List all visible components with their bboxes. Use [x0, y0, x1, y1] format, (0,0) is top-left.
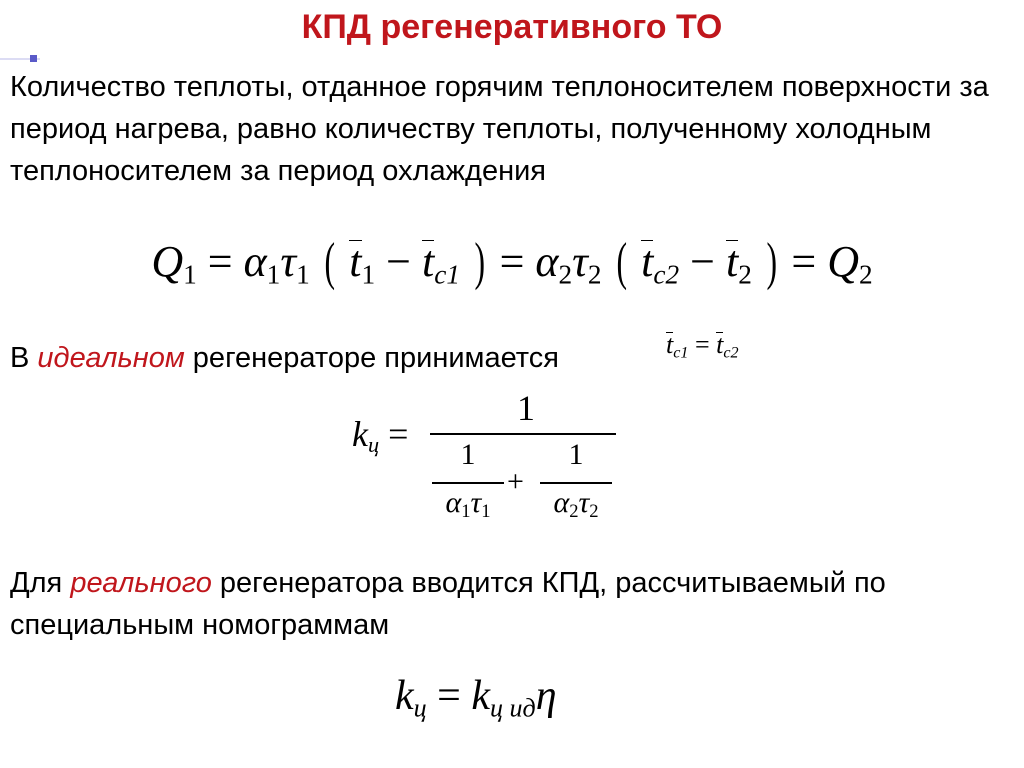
equals-sign: =: [196, 236, 244, 286]
equals-sign: =: [426, 673, 472, 719]
mean-temperature-tc1: [422, 236, 435, 286]
equals-sign: =: [780, 236, 828, 286]
symbol-tau: τ: [280, 236, 297, 286]
paragraph-real-regenerator: [10, 562, 1020, 646]
paragraph-ideal-regenerator: [10, 337, 559, 379]
equals-sign: =: [379, 414, 409, 454]
index-2: 2: [738, 259, 752, 290]
slide-corner-mark: [0, 53, 40, 63]
symbol-k: k: [352, 414, 368, 454]
index-ts: ц: [367, 432, 380, 458]
index-2: 2: [569, 501, 579, 523]
open-paren: (: [324, 233, 335, 291]
fraction-denominator: [540, 486, 612, 523]
main-numerator: 1: [517, 388, 535, 428]
paragraph3-lead: Для: [10, 567, 71, 599]
index-2: 2: [558, 259, 573, 290]
symbol-k: k: [471, 673, 491, 719]
symbol-tau: τ: [572, 236, 588, 286]
index-2: 2: [859, 259, 873, 290]
paragraph2-lead: В: [10, 342, 38, 374]
close-paren: ): [766, 233, 777, 291]
formula-lhs-k: [352, 413, 409, 458]
open-paren: (: [616, 233, 627, 291]
index-1: 1: [481, 501, 491, 523]
symbol-t: t: [725, 236, 739, 286]
corner-mark-square: [30, 55, 37, 62]
symbol-Q: Q: [151, 236, 184, 286]
index-c1: c1: [434, 259, 460, 290]
main-fraction-bar: [430, 433, 616, 435]
minus-sign: −: [375, 236, 422, 286]
index-1: 1: [296, 259, 310, 290]
index-2: 2: [587, 259, 602, 290]
index-c1: c1: [673, 344, 689, 362]
paragraph-heat-balance: Количество теплоты, отданное горячим теплоносителем поверхности за период нагрева, равно количеству теплоты, полученному холодным теплоносителем за период охлаждения: [10, 71, 989, 187]
symbol-t: t: [716, 330, 724, 359]
symbol-k: k: [395, 673, 414, 719]
index-ts-id: ц ид: [490, 693, 536, 723]
symbol-tau: τ: [470, 486, 482, 519]
index-c2: c2: [653, 259, 680, 290]
formula-ideal-condition: [666, 330, 739, 360]
index-1: 1: [183, 259, 197, 290]
formula-heat-balance: [0, 232, 1024, 292]
mean-temperature-t2: [725, 236, 739, 286]
equals-sign: =: [688, 330, 717, 359]
highlight-ideal: идеальном: [37, 342, 185, 374]
index-2: 2: [589, 501, 599, 523]
index-1: 1: [361, 259, 376, 290]
formula-k-ideal: [352, 388, 622, 540]
equals-sign: =: [488, 236, 536, 286]
plus-sign: +: [507, 465, 524, 498]
symbol-alpha: α: [243, 236, 267, 286]
symbol-tau: τ: [578, 486, 590, 519]
close-paren: ): [474, 233, 486, 291]
fraction-denominator: [432, 486, 504, 523]
fraction-numerator: 1: [460, 438, 476, 471]
paragraph3-tail: регенератора вводится КПД, рассчитываемый по специальным номограммам: [10, 567, 886, 641]
symbol-alpha: α: [553, 486, 570, 519]
fraction-bar: [432, 482, 504, 484]
fraction-bar: [540, 482, 612, 484]
paragraph2-tail: регенераторе принимается: [184, 342, 559, 374]
index-1: 1: [461, 501, 471, 523]
symbol-t: t: [349, 236, 362, 286]
symbol-t: t: [422, 236, 435, 286]
highlight-real: реального: [70, 567, 212, 599]
index-1: 1: [266, 259, 281, 290]
index-c2: c2: [723, 344, 739, 362]
fraction-numerator: 1: [568, 438, 584, 471]
formula-k-real: [395, 672, 557, 723]
symbol-alpha: α: [445, 486, 462, 519]
minus-sign: −: [679, 236, 726, 286]
symbol-eta: η: [535, 673, 557, 719]
symbol-t: t: [666, 330, 674, 359]
symbol-t: t: [641, 236, 654, 286]
index-ts: ц: [413, 693, 427, 723]
symbol-Q: Q: [827, 236, 860, 286]
symbol-alpha: α: [535, 236, 559, 286]
mean-temperature-t1: [349, 236, 362, 286]
slide-title: КПД регенеративного ТО: [301, 8, 723, 46]
mean-temperature-tc2: [641, 236, 654, 286]
